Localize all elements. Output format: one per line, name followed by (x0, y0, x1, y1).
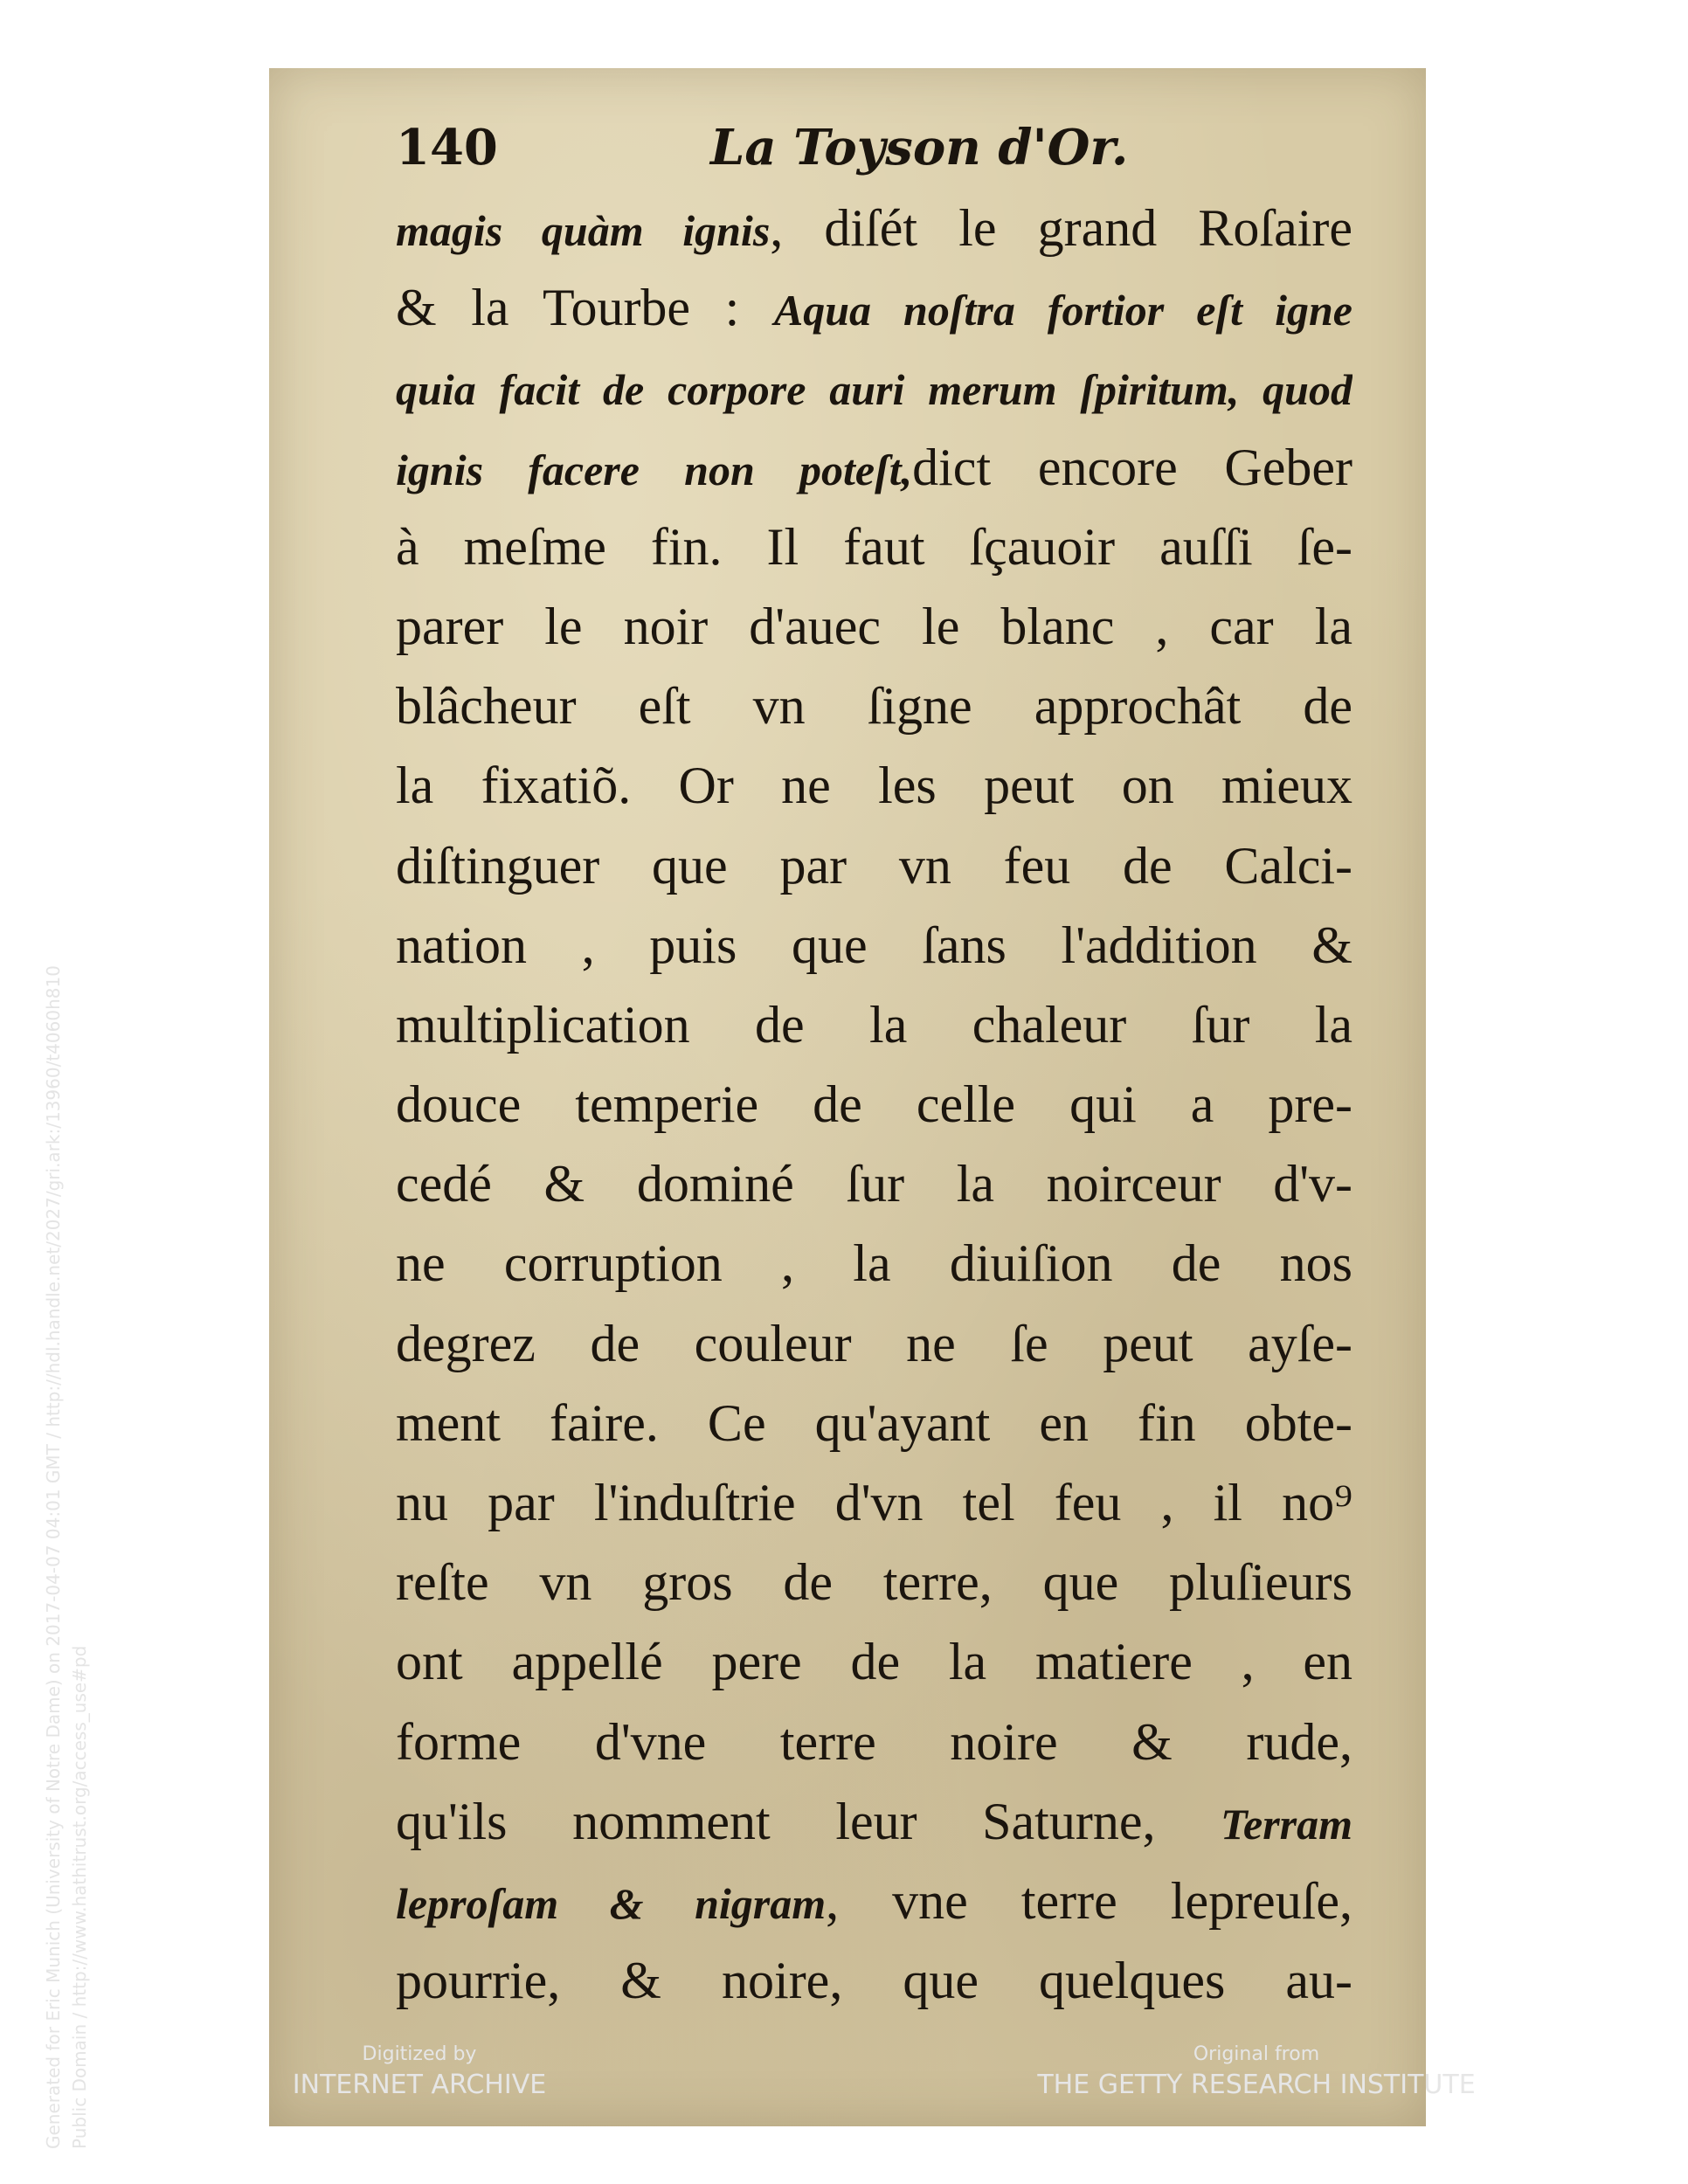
access-notice-line: Generated for Eric Munich (University of Notre Dame) on 2017-04-07 04:01 GMT / http://hdl.handle.net/2027/gri.ark:/13960/t4060h810 (43, 965, 64, 2149)
page-number: 140 (396, 119, 498, 176)
text-line: diſtinguer que par vn feu de Calci- (396, 836, 1352, 895)
text-line: quia facit de corpore auri merum ſpiritum, quod (396, 365, 1352, 415)
text-line: qu'ils nomment leur Saturne, Terram (396, 1792, 1352, 1850)
page-scan (269, 68, 1426, 2126)
digitized-by-label: Digitized by (362, 2043, 477, 2065)
access-notice (40, 751, 93, 2149)
text-line: reſte vn gros de terre, que pluſieurs (396, 1553, 1352, 1612)
text-line: ignis facere non poteſt,dict encore Geber (396, 438, 1352, 496)
text-line: ont appellé pere de la matiere , en (396, 1633, 1352, 1691)
original-from-watermark (1029, 2042, 1484, 2103)
body-text (396, 189, 1352, 2021)
original-from-label: Original from (1193, 2043, 1320, 2065)
text-line: à meſme fin. Il faut ſçauoir auſſi ſe- (396, 517, 1352, 576)
text-line: degrez de couleur ne ſe peut ayſe- (396, 1314, 1352, 1372)
running-head: La Toyson d'Or. (710, 119, 1129, 176)
text-line: nu par l'induſtrie d'vn tel feu , il no⁹ (396, 1474, 1352, 1531)
text-line: ne corruption , la diuiſion de nos (396, 1234, 1352, 1293)
digitized-by-watermark (288, 2042, 550, 2103)
text-line: la fixatiõ. Or ne les peut on mieux (396, 757, 1352, 815)
text-line: blâcheur eſt vn ſigne approchât de (396, 677, 1352, 736)
text-line: leproſam & nigram, vne terre lepreuſe, (396, 1871, 1352, 1930)
text-line: multiplication de la chaleur ſur la (396, 995, 1352, 1054)
text-line: ment faire. Ce qu'ayant en fin obte- (396, 1393, 1352, 1452)
access-notice-line: Public Domain / http://www.hathitrust.org/access_use#pd (69, 1645, 90, 2149)
text-line: & la Tourbe : Aqua noſtra fortior eſt igne (396, 279, 1352, 337)
getty-institute-label: THE GETTY RESEARCH INSTITUTE (1037, 2070, 1476, 2100)
text-line: douce temperie de celle qui a pre- (396, 1075, 1352, 1134)
text-line: cedé & dominé ſur la noirceur d'v- (396, 1155, 1352, 1213)
text-line: nation , puis que ſans l'addition & (396, 916, 1352, 974)
text-line: forme d'vne terre noire & rude, (396, 1712, 1352, 1771)
page-header (396, 119, 1313, 189)
text-line: pourrie, & noire, que quelques au- (396, 1952, 1352, 2010)
internet-archive-label: INTERNET ARCHIVE (292, 2070, 547, 2100)
text-line: magis quàm ignis, diſét le grand Roſaire (396, 199, 1352, 257)
text-line: parer le noir d'auec le blanc , car la (396, 597, 1352, 655)
